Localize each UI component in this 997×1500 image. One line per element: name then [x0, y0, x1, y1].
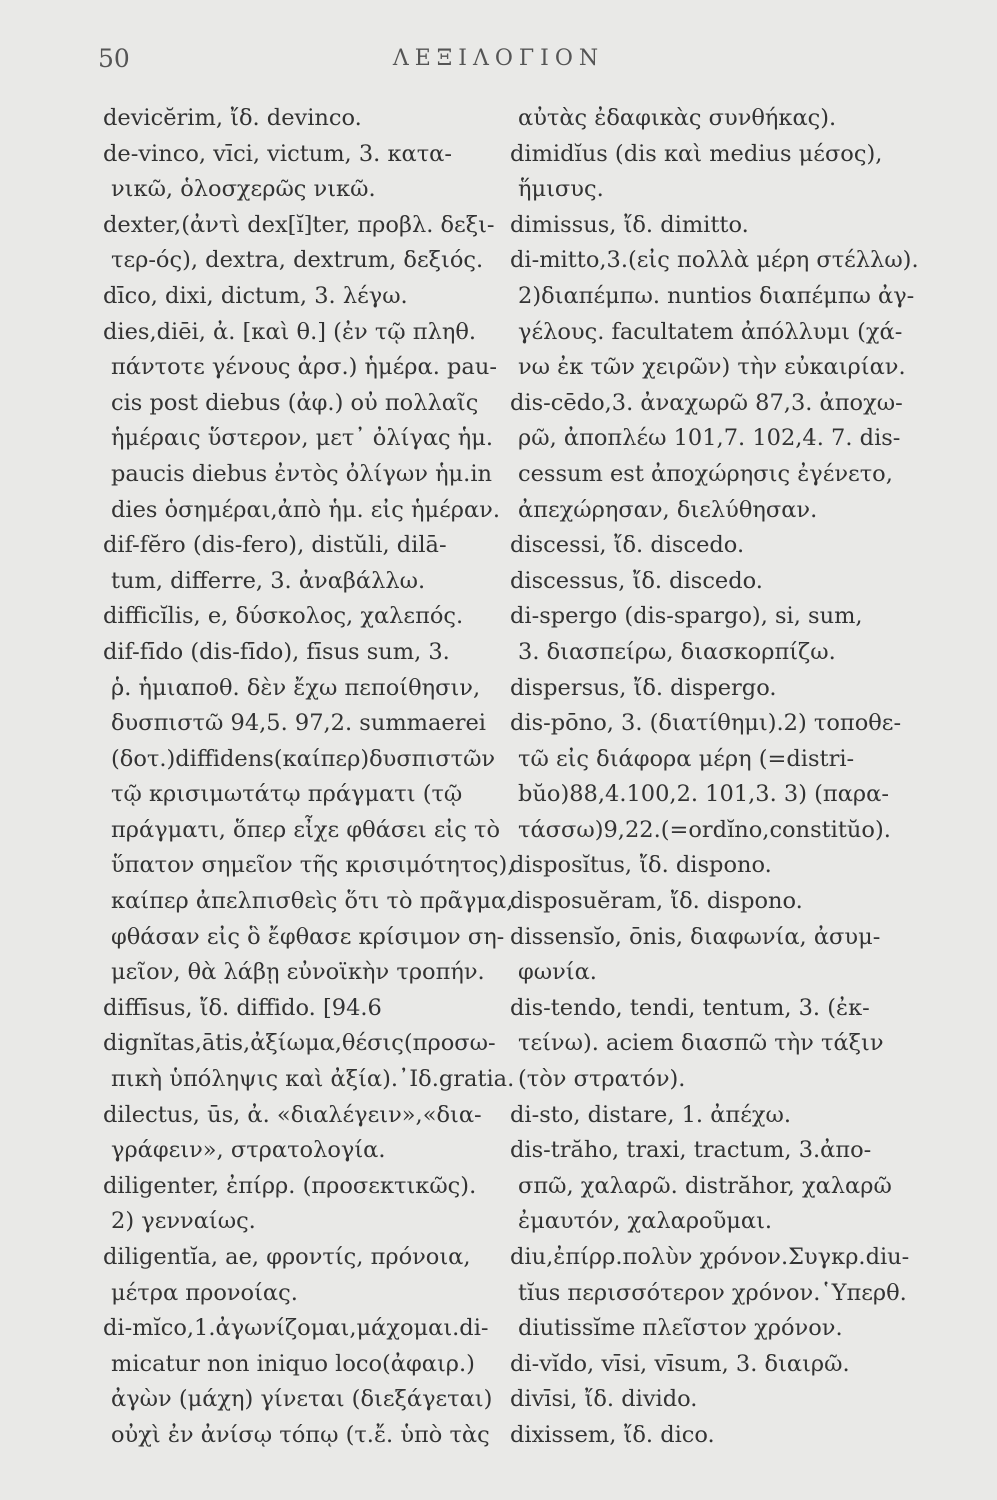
running-head: ΛΕΞΙΛΟΓΙΟΝ: [392, 46, 605, 71]
dictionary-line: discessi, ἴδ. discedo.: [510, 532, 745, 559]
dictionary-line: difficĭlis, e, δύσκολος, χαλεπός.: [103, 603, 464, 630]
dictionary-line: dexter,(ἀντὶ dex[ĭ]ter, προβλ. δεξι-: [103, 211, 495, 238]
dictionary-line: dif-fĕro (dis-fero), distŭli, dilā-: [103, 532, 447, 559]
dictionary-line: ἡμέραις ὕστερον, μετ᾽ ὀλίγας ἡμ.: [111, 425, 494, 452]
right-column: [510, 101, 919, 1454]
dictionary-line: de-vinco, vīci, victum, 3. κατα-: [103, 140, 452, 167]
dictionary-line: diu,ἐπίρρ.πολὺν χρόνον.Συγκρ.diu-: [510, 1244, 910, 1270]
dictionary-line: φωνία.: [518, 959, 597, 986]
dictionary-line: cis post diebus (ἀφ.) οὐ πολλαῖς: [111, 389, 479, 416]
dictionary-line: dis-tendo, tendi, tentum, 3. (ἐκ-: [510, 994, 870, 1021]
dictionary-line: micatur non iniquo loco(ἀφαιρ.): [111, 1350, 475, 1377]
dictionary-line: di-spergo (dis-spargo), si, sum,: [510, 603, 863, 630]
dictionary-line: τερ-ός), dextra, dextrum, δεξιός.: [111, 247, 484, 274]
dictionary-line: dis-cēdo,3. ἀναχωρῶ 87,3. ἀποχω-: [510, 389, 903, 416]
dictionary-line: divīsi, ἴδ. divido.: [510, 1386, 698, 1413]
dictionary-line: devicĕrim, ἴδ. devinco.: [103, 105, 362, 131]
dictionary-line: τείνω). aciem διασπῶ τὴν τάξιν: [518, 1030, 884, 1057]
left-column: [103, 101, 515, 1454]
dictionary-line: καίπερ ἀπελπισθεὶς ὅτι τὸ πρᾶγμα,: [111, 888, 514, 915]
page-number: 50: [98, 44, 130, 73]
dictionary-line: dīco, dixi, dictum, 3. λέγω.: [103, 282, 408, 309]
dictionary-line: γράφειν», στρατολογία.: [111, 1137, 386, 1164]
dictionary-line: di-mitto,3.(εἰς πολλὰ μέρη στέλλω).: [510, 247, 919, 274]
dictionary-line: dignĭtas,ātis,ἀξίωμα,θέσις(προσω-: [103, 1030, 496, 1057]
dictionary-line: dispersus, ἴδ. dispergo.: [510, 674, 777, 701]
dictionary-line: dixissem, ἴδ. dico.: [510, 1421, 715, 1448]
dictionary-line: τάσσω)9,22.(=ordĭno,constitŭo).: [518, 816, 891, 843]
dictionary-line: bŭo)88,4.100,2. 101,3. 3) (παρα-: [518, 781, 889, 808]
dictionary-line: 3. διασπείρω, διασκορπίζω.: [518, 638, 836, 665]
dictionary-line: diligentĭa, ae, φροντίς, πρόνοια,: [103, 1244, 471, 1270]
dictionary-line: discessus, ἴδ. discedo.: [510, 567, 763, 594]
dictionary-line: 2)διαπέμπω. nuntios διαπέμπω ἀγ-: [518, 282, 915, 309]
dictionary-line: οὐχὶ ἐν ἀνίσῳ τόπῳ (τ.ἔ. ὑπὸ τὰς: [111, 1421, 490, 1448]
dictionary-line: paucis diebus ἐντὸς ὀλίγων ἡμ.in: [111, 460, 493, 487]
dictionary-line: dimidĭus (dis καὶ medius μέσος),: [510, 140, 883, 167]
dictionary-line: μεῖον, θὰ λάβῃ εὐνοϊκὴν τροπήν.: [111, 959, 485, 986]
dictionary-line: dies,diēi, ἀ. [καὶ θ.] (ἐν τῷ πληθ.: [103, 318, 477, 345]
dictionary-line: σπῶ, χαλαρῶ. distrăhor, χαλαρῶ: [518, 1172, 892, 1199]
dictionary-line: disposuĕram, ἴδ. dispono.: [510, 888, 803, 915]
dictionary-line: dimissus, ἴδ. dimitto.: [510, 211, 749, 238]
dictionary-line: πάντοτε γένους ἀρσ.) ἡμέρα. pau-: [111, 354, 497, 381]
dictionary-line: αὐτὰς ἐδαφικὰς συνθήκας).: [518, 105, 837, 131]
dictionary-line: πικὴ ὑπόληψις καὶ ἀξία).᾽Ιδ.gratia.: [111, 1066, 515, 1093]
dictionary-line: di-vĭdo, vīsi, vīsum, 3. διαιρῶ.: [510, 1350, 850, 1377]
dictionary-line: cessum est ἀποχώρησις ἐγένετο,: [518, 460, 893, 487]
dictionary-line: ἐμαυτόν, χαλαροῦμαι.: [518, 1208, 773, 1235]
dictionary-line: φθάσαν εἰς ὃ ἔφθασε κρίσιμον ση-: [111, 923, 505, 950]
dictionary-line: δυσπιστῶ 94,5. 97,2. summaerei: [111, 710, 487, 737]
dictionary-line: νικῶ, ὁλοσχερῶς νικῶ.: [111, 176, 376, 203]
dictionary-line: 2) γενναίως.: [111, 1208, 256, 1235]
dictionary-line: diligenter, ἐπίρρ. (προσεκτικῶς).: [103, 1172, 477, 1199]
dictionary-line: dilectus, ūs, ἀ. «διαλέγειν»,«δια-: [103, 1101, 482, 1128]
dictionary-line: (δοτ.)diffidens(καίπερ)δυσπιστῶν: [111, 745, 496, 772]
dictionary-line: disposĭtus, ἴδ. dispono.: [510, 852, 772, 879]
dictionary-line: diutissĭme πλεῖστον χρόνον.: [518, 1315, 843, 1342]
dictionary-line: γέλους. facultatem ἀπόλλυμι (χά-: [518, 318, 903, 345]
dictionary-line: ἥμισυς.: [518, 176, 604, 203]
dictionary-line: ρῶ, ἀποπλέω 101,7. 102,4. 7. dis-: [518, 425, 901, 452]
dictionary-line: πράγματι, ὅπερ εἶχε φθάσει εἰς τὸ: [111, 816, 501, 843]
dictionary-line: dis-pōno, 3. (διατίθημι).2) τοποθε-: [510, 710, 902, 737]
dictionary-line: τῷ κρισιμωτάτῳ πράγματι (τῷ: [111, 781, 463, 808]
dictionary-line: dissensĭo, ōnis, διαφωνία, ἀσυμ-: [510, 923, 881, 950]
dictionary-line: ἀπεχώρησαν, διελύθησαν.: [518, 496, 818, 523]
dictionary-line: (τὸν στρατόν).: [518, 1066, 686, 1093]
dictionary-line: νω ἐκ τῶν χειρῶν) τὴν εὐκαιρίαν.: [518, 354, 906, 381]
dictionary-line: dif-fīdo (dis-fīdo), fīsus sum, 3.: [103, 638, 450, 665]
dictionary-line: dis-trăho, traxi, tractum, 3.ἀπο-: [510, 1137, 872, 1164]
dictionary-line: ὕπατον σημεῖον τῆς κρισιμότητος),: [111, 852, 515, 879]
dictionary-line: diffīsus, ἴδ. diffido. [94.6: [103, 994, 382, 1021]
dictionary-line: ἀγὼν (μάχη) γίνεται (διεξάγεται): [111, 1386, 493, 1413]
dictionary-line: di-mĭco,1.ἀγωνίζομαι,μάχομαι.di-: [103, 1315, 489, 1342]
dictionary-line: dies ὁσημέραι,ἀπὸ ἡμ. εἰς ἡμέραν.: [111, 496, 501, 523]
dictionary-line: tum, differre, 3. ἀναβάλλω.: [111, 567, 426, 594]
dictionary-line: τῶ εἰς διάφορα μέρη (=distri-: [518, 745, 855, 772]
dictionary-line: μέτρα προνοίας.: [111, 1279, 298, 1306]
dictionary-line: di-sto, distare, 1. ἀπέχω.: [510, 1101, 792, 1128]
dictionary-line: ῥ. ἡμιαποθ. δὲν ἔχω πεποίθησιν,: [111, 674, 481, 701]
dictionary-line: tĭus περισσότερον χρόνον.῾Υπερθ.: [518, 1279, 907, 1306]
